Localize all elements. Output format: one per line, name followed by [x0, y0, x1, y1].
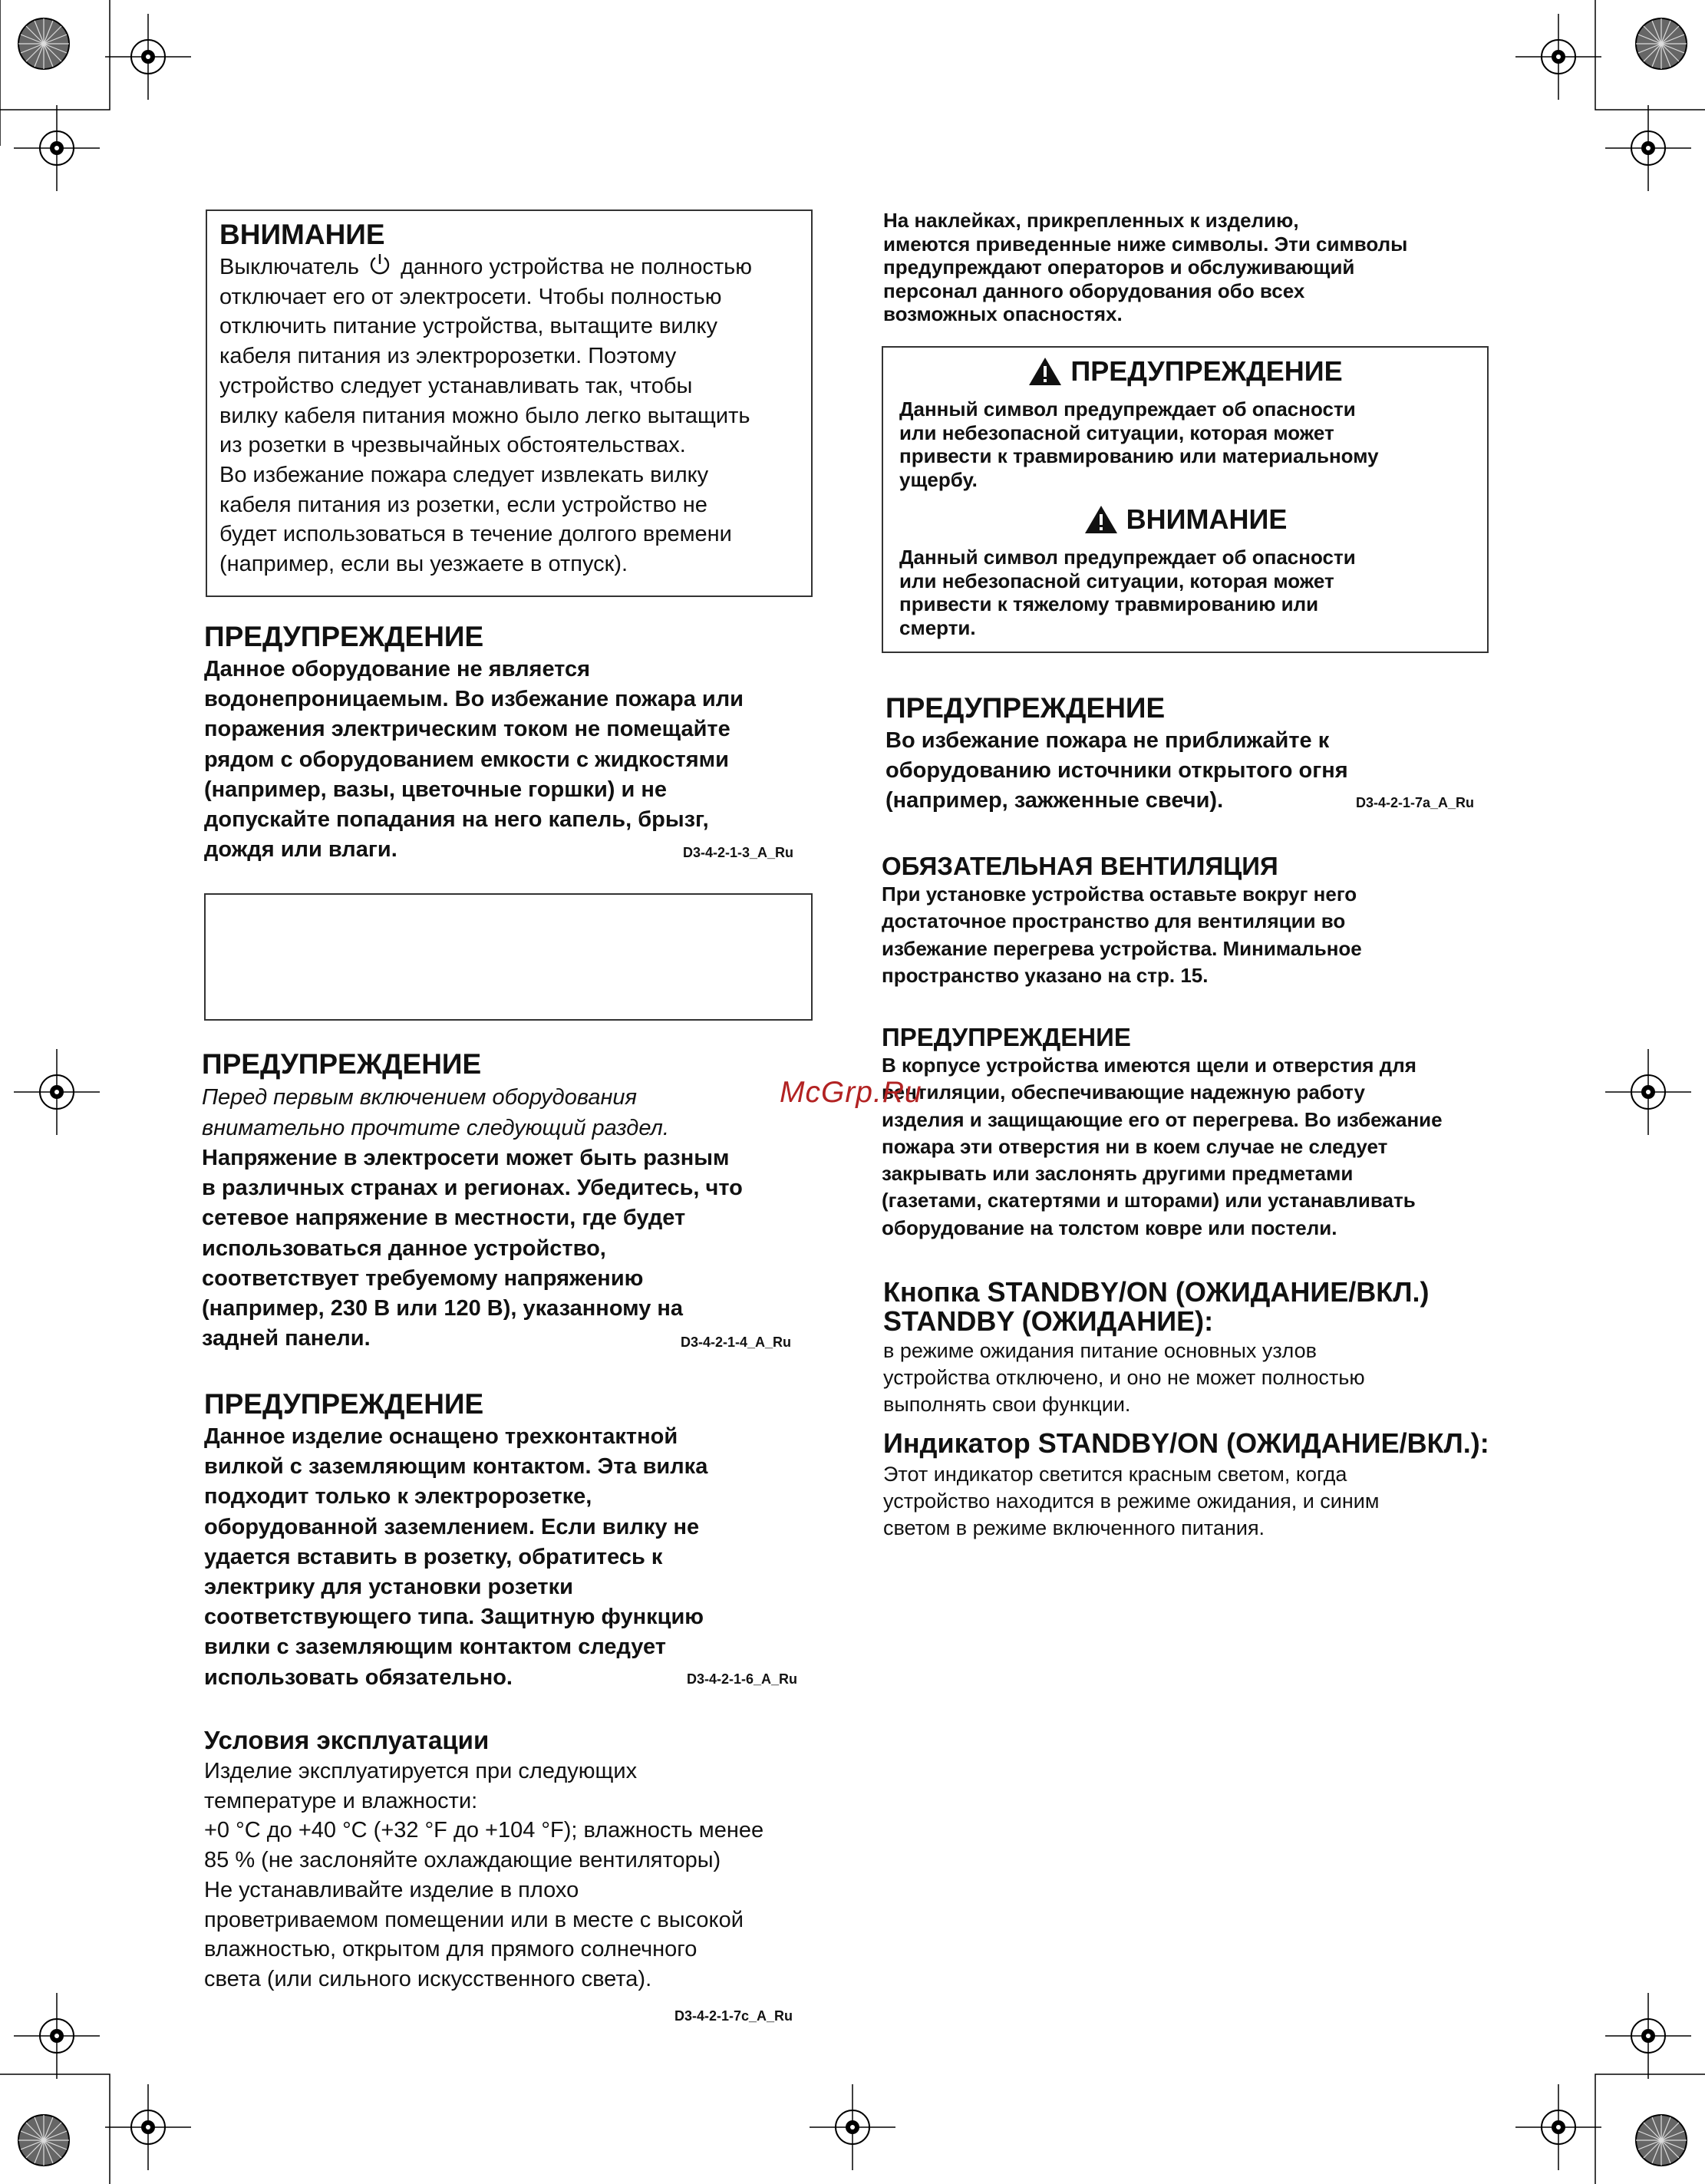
- operating-line: проветриваемом помещении или в месте с высокой: [204, 1907, 744, 1932]
- warning-water-line: поражения электрическим током не помещайте: [204, 717, 730, 742]
- symbol-warning-line: ущербу.: [899, 467, 978, 491]
- standby-button-line: выполнять свои функции.: [883, 1393, 1131, 1416]
- caution-line: из розетки в чрезвычайных обстоятельствах.: [219, 433, 686, 458]
- warning-fire-line: (например, зажженные свечи).: [885, 788, 1224, 813]
- standby-indicator-title: Индикатор STANDBY/ON (ОЖИДАНИЕ/ВКЛ.):: [883, 1427, 1489, 1459]
- doc-code: D3-4-2-1-7a_A_Ru: [1356, 795, 1475, 810]
- ventilation-line: достаточное пространство для вентиляции во: [882, 909, 1346, 933]
- operating-line: Изделие эксплуатируется при следующих: [204, 1759, 638, 1783]
- warning-voltage-section: [202, 1048, 743, 1354]
- symbol-warning-line: привести к травмированию или материальному: [899, 444, 1379, 467]
- ventilation-line: избежание перегрева устройства. Минимальное: [882, 936, 1362, 960]
- warning-slots-line: пожара эти отверстия ни в коем случае не следует: [882, 1134, 1388, 1158]
- warning-ground-line: вилкой с заземляющим контактом. Эта вилка: [204, 1454, 708, 1480]
- warning-triangle-icon: [1083, 504, 1119, 535]
- doc-code: D3-4-2-1-4_A_Ru: [681, 1334, 792, 1350]
- warning-ground-line: вилки с заземляющим контактом следует: [204, 1635, 666, 1660]
- warning-slots-line: вентиляции, обеспечивающие надежную работу: [882, 1080, 1365, 1104]
- warning-ground-line: оборудованной заземлением. Если вилку не: [204, 1514, 700, 1539]
- warning-slots-line: изделия и защищающие его от перегрева. Во избежание: [882, 1107, 1443, 1131]
- operating-line: влажностью, открытом для прямого солнечного: [204, 1937, 698, 1962]
- standby-indicator-line: светом в режиме включенного питания.: [883, 1516, 1265, 1539]
- operating-line: Не устанавливайте изделие в плохо: [204, 1877, 579, 1902]
- ventilation-line: При установке устройства оставьте вокруг него: [882, 883, 1357, 906]
- caution-line: отключает его от электросети. Чтобы полностью: [219, 284, 722, 309]
- symbol-warning-line: Данный символ предупреждает об опасности: [899, 398, 1356, 421]
- warning-ground-title: ПРЕДУПРЕЖДЕНИЕ: [204, 1388, 484, 1420]
- standby-button-line: устройства отключено, и оно не может полностью: [883, 1366, 1365, 1389]
- warning-slots-line: В корпусе устройства имеются щели и отверстия для: [882, 1054, 1416, 1077]
- warning-water-line: допускайте попадания на него капель, брызг,: [204, 807, 709, 833]
- symbol-warning-title: ПРЕДУПРЕЖДЕНИЕ: [1070, 355, 1343, 387]
- power-icon: [368, 252, 391, 275]
- caution-line: отключить питание устройства, вытащите вилку: [219, 314, 718, 339]
- standby-button-section: [883, 1278, 1430, 1418]
- caution-line: вилку кабеля питания можно было легко вытащить: [219, 403, 750, 428]
- ventilation-section: [882, 852, 1362, 989]
- watermark: McGrp.Ru: [780, 1076, 922, 1109]
- warning-water-section: [204, 621, 744, 865]
- ventilation-line: пространство указано на стр. 15.: [882, 963, 1209, 987]
- ventilation-title: ОБЯЗАТЕЛЬНАЯ ВЕНТИЛЯЦИЯ: [882, 852, 1278, 880]
- warning-ground-line: использовать обязательно.: [204, 1664, 513, 1690]
- caution-line: (например, если вы уезжаете в отпуск).: [219, 552, 628, 577]
- caution-line: кабеля питания из электророзетки. Поэтому: [219, 344, 677, 369]
- warning-voltage-line: использоваться данное устройство,: [202, 1236, 606, 1261]
- warning-voltage-line: в различных странах и регионах. Убедитесь, что: [202, 1176, 743, 1201]
- symbol-caution-line: привести к тяжелому травмированию или: [899, 592, 1319, 615]
- warning-ground-line: соответствующего типа. Защитную функцию: [204, 1605, 704, 1630]
- warning-fire-line: оборудованию источники открытого огня: [885, 758, 1348, 784]
- warning-slots-line: оборудование на толстом ковре или постели.: [882, 1216, 1337, 1239]
- warning-voltage-italic: Перед первым включением оборудования: [202, 1085, 638, 1110]
- caution-line: Во избежание пожара следует извлекать вилку: [219, 462, 709, 487]
- caution-line: Выключатель данного устройства не полностью: [219, 252, 752, 282]
- intro-line: персонал данного оборудования обо всех: [883, 279, 1305, 302]
- symbol-box: [882, 346, 1489, 653]
- standby-indicator-line: устройство находится в режиме ожидания, и синим: [883, 1490, 1380, 1513]
- warning-voltage-line: соответствует требуемому напряжению: [202, 1265, 644, 1291]
- operating-line: температуре и влажности:: [204, 1788, 478, 1813]
- intro-line: имеются приведенные ниже символы. Эти символы: [883, 232, 1408, 256]
- warning-slots-section: [882, 1023, 1443, 1242]
- operating-title: Условия эксплуатации: [204, 1726, 490, 1754]
- symbol-caution-line: или небезопасной ситуации, которая может: [899, 569, 1334, 592]
- doc-code: D3-4-2-1-6_A_Ru: [687, 1671, 798, 1687]
- warning-fire-line: Во избежание пожара не приближайте к: [885, 728, 1330, 753]
- warning-voltage-title: ПРЕДУПРЕЖДЕНИЕ: [202, 1048, 482, 1080]
- caution-line: будет использоваться в течение долгого времени: [219, 522, 732, 547]
- operating-section: [204, 1726, 763, 1994]
- warning-slots-line: (газетами, скатертями и шторами) или устанавливать: [882, 1189, 1416, 1212]
- warning-ground-line: подходит только к электророзетке,: [204, 1484, 592, 1509]
- symbol-caution-title: ВНИМАНИЕ: [1126, 503, 1288, 535]
- caution-line: кабеля питания из розетки, если устройство не: [219, 492, 707, 517]
- warning-voltage-line: Напряжение в электросети может быть разным: [202, 1146, 730, 1170]
- caution-title: ВНИМАНИЕ: [219, 219, 385, 250]
- standby-button-title: Кнопка STANDBY/ON (ОЖИДАНИЕ/ВКЛ.): [883, 1276, 1430, 1308]
- warning-voltage-line: сетевое напряжение в местности, где будет: [202, 1206, 686, 1231]
- warning-voltage-italic: внимательно прочтите следующий раздел.: [202, 1116, 669, 1140]
- intro-line: предупреждают операторов и обслуживающий: [883, 256, 1355, 279]
- operating-line: 85 % (не заслоняйте охлаждающие вентиляторы): [204, 1848, 721, 1873]
- caution-box: [206, 209, 813, 597]
- operating-line: света (или сильного искусственного света).: [204, 1966, 652, 1991]
- symbol-warning-line: или небезопасной ситуации, которая может: [899, 421, 1334, 444]
- warning-fire-section: [885, 692, 1348, 817]
- warning-slots-line: закрывать или заслонять другими предметами: [882, 1162, 1354, 1186]
- warning-ground-section: [204, 1388, 707, 1693]
- warning-water-line: рядом с оборудованием емкости с жидкостями: [204, 747, 729, 772]
- warning-ground-line: электрику для установки розетки: [204, 1575, 573, 1600]
- warning-water-line: Данное оборудование не является: [204, 657, 591, 681]
- warning-ground-line: удается вставить в розетку, обратитесь к: [204, 1544, 663, 1569]
- doc-code: D3-4-2-1-7c_A_Ru: [674, 2008, 793, 2024]
- warning-voltage-line: задней панели.: [202, 1326, 371, 1351]
- warning-slots-title: ПРЕДУПРЕЖДЕНИЕ: [882, 1023, 1131, 1051]
- symbol-caution-line: Данный символ предупреждает об опасности: [899, 546, 1356, 569]
- warning-water-title: ПРЕДУПРЕЖДЕНИЕ: [204, 621, 484, 652]
- warning-water-line: (например, вазы, цветочные горшки) и не: [204, 777, 668, 802]
- caution-line: устройство следует устанавливать так, чтобы: [219, 373, 693, 398]
- warning-fire-title: ПРЕДУПРЕЖДЕНИЕ: [885, 692, 1166, 724]
- symbol-caution-line: смерти.: [899, 615, 976, 639]
- standby-indicator-line: Этот индикатор светится красным светом, когда: [883, 1463, 1347, 1486]
- warning-triangle-icon: [1027, 356, 1063, 387]
- intro-line: На наклейках, прикрепленных к изделию,: [883, 209, 1299, 232]
- warning-voltage-line: (например, 230 В или 120 В), указанному на: [202, 1296, 684, 1321]
- intro-line: возможных опасностях.: [883, 302, 1123, 325]
- warning-water-line: дождя или влаги.: [204, 837, 397, 863]
- symbols-intro: [883, 209, 1407, 326]
- standby-indicator-section: [883, 1429, 1489, 1542]
- warning-water-line: водонепроницаемым. Во избежание пожара или: [204, 687, 744, 712]
- warning-ground-line: Данное изделие оснащено трехконтактной: [204, 1424, 678, 1449]
- operating-line: +0 °C до +40 °C (+32 °F до +104 °F); влажность менее: [204, 1818, 764, 1843]
- empty-box: [204, 893, 813, 1021]
- standby-button-title: STANDBY (ОЖИДАНИЕ):: [883, 1305, 1214, 1337]
- doc-code: D3-4-2-1-3_A_Ru: [683, 845, 794, 860]
- standby-button-line: в режиме ожидания питание основных узлов: [883, 1339, 1317, 1362]
